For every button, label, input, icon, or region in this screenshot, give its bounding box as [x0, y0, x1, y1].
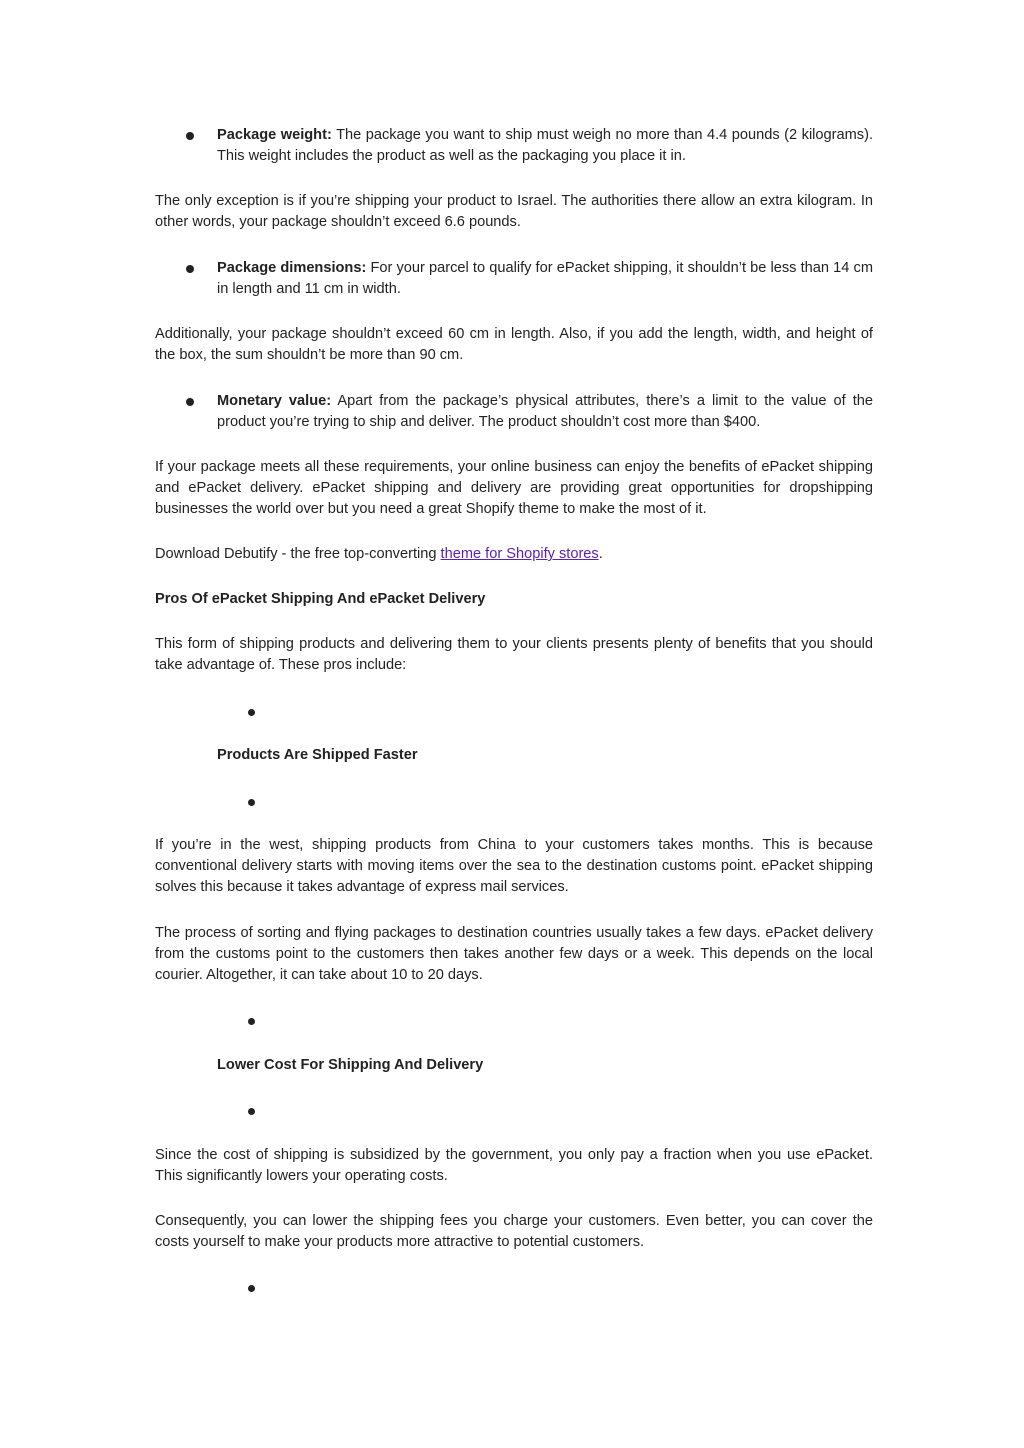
paragraph-consequently: Consequently, you can lower the shipping fees you charge your customers. Even better, you can cover the costs yourself to make your products more attractive to potential customers.	[155, 1213, 873, 1250]
paragraph-pros-intro: This form of shipping products and delivering them to your clients presents plenty of benefits that you should take advantage of. These pros include:	[155, 636, 873, 673]
paragraph-west-shipping: If you’re in the west, shipping products from China to your customers takes months. This is because conventional delivery starts with moving items over the sea to the destination customs point. ePacket shipping solves this because it takes advantage of express mail services.	[155, 837, 873, 895]
empty-bullet-dot	[248, 1285, 255, 1292]
paragraph-download	[155, 544, 873, 565]
bullet-label: Monetary value:	[217, 393, 332, 409]
empty-bullet-dot	[248, 709, 255, 716]
paragraph-sorting-process: The process of sorting and flying packages to destination countries usually takes a few days. ePacket delivery from the customs point to the customers then takes another few days or a week. This depends on the local courier. Altogether, it can take about 10 to 20 days.	[155, 925, 873, 983]
bullet-monetary-value	[217, 391, 873, 433]
paragraph-requirements-met: If your package meets all these requirements, your online business can enjoy the benefits of ePacket shipping and ePacket delivery. ePacket shipping and delivery are providing great opportunities for dropshipping businesses the world over but you need a great Shopify theme to make the most of it.	[155, 459, 873, 517]
bullet-label: Package weight:	[217, 127, 332, 143]
heading-lower-cost: Lower Cost For Shipping And Delivery	[217, 1057, 484, 1073]
paragraph-israel-exception: The only exception is if you’re shipping your product to Israel. The authorities there allow an extra kilogram. In other words, your package shouldn’t exceed 6.6 pounds.	[155, 193, 873, 230]
bullet-dot	[186, 398, 194, 406]
bullet-text: The package you want to ship must weigh no more than 4.4 pounds (2 kilograms). This weight includes the product as well as the packaging you place it in.	[217, 127, 874, 164]
download-suffix: .	[598, 546, 603, 562]
paragraph-subsidized-cost: Since the cost of shipping is subsidized by the government, you only pay a fraction when you use ePacket. This significantly lowers your operating costs.	[155, 1147, 873, 1184]
heading-products-shipped-faster: Products Are Shipped Faster	[217, 747, 418, 763]
empty-bullet-dot	[248, 1108, 255, 1115]
download-prefix: Download Debutify - the free top-converting	[155, 546, 441, 562]
bullet-package-weight	[217, 125, 873, 167]
bullet-dot	[186, 132, 194, 140]
bullet-label: Package dimensions:	[217, 260, 367, 276]
bullet-text: Apart from the package’s physical attributes, there’s a limit to the value of the product you’re trying to ship and deliver. The product shouldn’t cost more than $400.	[217, 393, 873, 430]
bullet-dot	[186, 265, 194, 273]
paragraph-dimensions-extra: Additionally, your package shouldn’t exceed 60 cm in length. Also, if you add the length, width, and height of the box, the sum shouldn’t be more than 90 cm.	[155, 326, 873, 363]
bullet-package-dimensions	[217, 258, 873, 300]
heading-pros: Pros Of ePacket Shipping And ePacket Delivery	[155, 591, 486, 607]
shopify-theme-link[interactable]: theme for Shopify stores	[440, 546, 599, 562]
bullet-text: For your parcel to qualify for ePacket shipping, it shouldn’t be less than 14 cm in length and 11 cm in width.	[217, 260, 873, 297]
empty-bullet-dot	[248, 1018, 255, 1025]
empty-bullet-dot	[248, 799, 255, 806]
